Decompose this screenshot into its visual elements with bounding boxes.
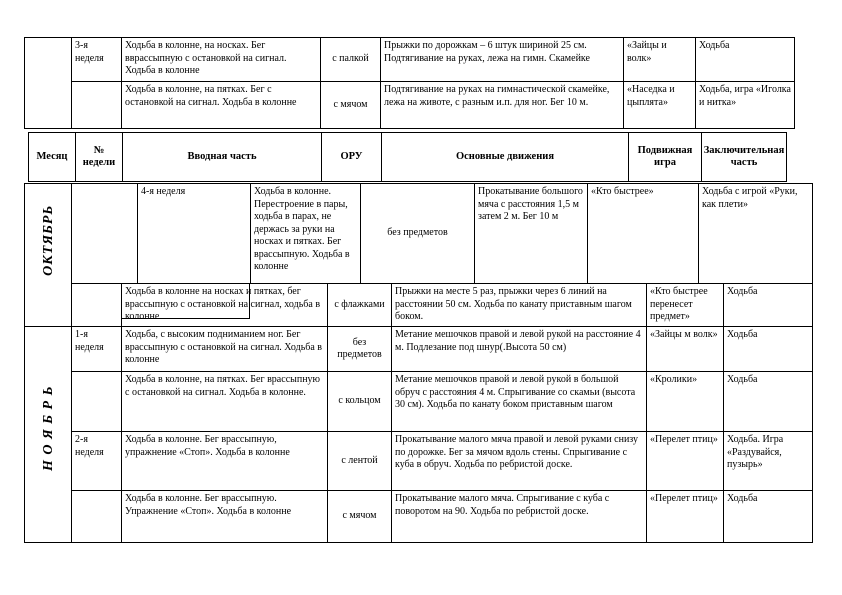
month-label-november: Н О Я Б Р Ь xyxy=(40,385,56,471)
week-cell xyxy=(71,283,122,327)
top-month-cell xyxy=(24,37,72,129)
month-label-october: ОКТЯБРЬ xyxy=(40,204,56,276)
oru-cell: без предметов xyxy=(327,326,392,372)
final-cell: Ходьба xyxy=(723,371,813,432)
game-cell: «Наседка и цыплята» xyxy=(623,81,696,129)
game-cell: «Зайцы м волк» xyxy=(646,326,724,372)
main-cell: Метание мешочков правой и левой рукой в большой обруч с расстояния 4 м. Спрыгивание со скамьи (высота 30 см). Ходьба по канату боком приставным шагом xyxy=(391,371,647,432)
week-cell: 3-я неделя xyxy=(71,37,122,82)
oru-cell: с флажками xyxy=(327,283,392,327)
week-cell: 4-я неделя xyxy=(137,183,251,284)
game-cell: «Зайцы и волк» xyxy=(623,37,696,82)
final-cell: Ходьба. Игра «Раздувайся, пузырь» xyxy=(723,431,813,491)
header-main: Основные движения xyxy=(381,132,629,182)
week-cell: 2-я неделя xyxy=(71,431,122,491)
intro-cell: Ходьба в колонне. Бег врассыпную, упражнение «Стоп». Ходьба в колонне xyxy=(121,431,328,491)
final-cell: Ходьба, игра «Иголка и нитка» xyxy=(695,81,795,129)
intro-cell: Ходьба в колонне на носках и пятках, бег врассыпную с остановкой на сигнал, ходьба в колонне xyxy=(121,283,328,327)
final-cell: Ходьба xyxy=(723,283,813,327)
intro-cell: Ходьба в колонне, на носках. Бег вврассыпную с остановкой на сигнал. Ходьба в колонне xyxy=(121,37,321,82)
final-cell: Ходьба xyxy=(723,326,813,372)
oru-cell: с мячом xyxy=(320,81,381,129)
final-cell: Ходьба xyxy=(695,37,795,82)
intro-cell: Ходьба в колонне. Бег врассыпную. Упражнение «Стоп». Ходьба в колонне xyxy=(121,490,328,543)
oru-cell: с кольцом xyxy=(327,371,392,432)
game-cell: «Кто быстрее перенесет предмет» xyxy=(646,283,724,327)
game-cell: «Перелет птиц» xyxy=(646,490,724,543)
header-game: Подвижная игра xyxy=(628,132,702,182)
overlay-box xyxy=(121,283,250,319)
intro-cell: Ходьба в колонне, на пятках. Бег с остановкой на сигнал. Ходьба в колонне xyxy=(121,81,321,129)
oru-cell: с палкой xyxy=(320,37,381,82)
header-month: Месяц xyxy=(28,132,76,182)
week-cell: 1-я неделя xyxy=(71,326,122,372)
oru-cell: без предметов xyxy=(360,183,475,284)
intro-cell: Ходьба в колонне, на пятках. Бег врассыпную с остановкой на сигнал. Ходьба в колонне. xyxy=(121,371,328,432)
final-cell: Ходьба xyxy=(723,490,813,543)
week-cell xyxy=(71,490,122,543)
week-cell xyxy=(71,371,122,432)
main-cell: Прыжки по дорожкам – 6 штук шириной 25 см. Подтягивание на руках, лежа на гимн. Скамейке xyxy=(380,37,624,82)
oru-cell: с лентой xyxy=(327,431,392,491)
week-cell xyxy=(71,81,122,129)
oru-cell: с мячом xyxy=(327,490,392,543)
final-cell: Ходьба с игрой «Руки, как плети» xyxy=(698,183,813,284)
game-cell: «Кролики» xyxy=(646,371,724,432)
week-cell xyxy=(71,183,138,284)
main-cell: Прыжки на месте 5 раз, прыжки через 6 линий на расстоянии 50 см. Ходьба по канату приставным шагом боком. xyxy=(391,283,647,327)
main-cell: Подтягивание на руках на гимнастической скамейке, лежа на животе, с разным и.п. для ног. Бег 10 м. xyxy=(380,81,624,129)
main-cell: Метание мешочков правой и левой рукой на расстояние 4 м. Подлезание под шнур(.Высота 50 см) xyxy=(391,326,647,372)
intro-cell: Ходьба в колонне. Перестроение в пары, ходьба в парах, не держась за руки на носках и пятках. Бег врассыпную. Ходьба в колонне xyxy=(250,183,361,284)
header-oru: ОРУ xyxy=(321,132,382,182)
intro-cell: Ходьба, с высоким подниманием ног. Бег врассыпную с остановкой на сигнал. Ходьба в колонне xyxy=(121,326,328,372)
main-cell: Прокатывание малого мяча. Спрыгивание с куба с поворотом на 90. Ходьба по ребристой доске. xyxy=(391,490,647,543)
header-week: № недели xyxy=(75,132,123,182)
month-cell-october xyxy=(24,183,72,327)
game-cell: «Кто быстрее» xyxy=(587,183,699,284)
main-cell: Прокатывание большого мяча с расстояния 1,5 м затем 2 м. Бег 10 м xyxy=(474,183,588,284)
month-cell-november xyxy=(24,326,72,543)
header-intro: Вводная часть xyxy=(122,132,322,182)
main-cell: Прокатывание малого мяча правой и левой руками снизу по дорожке. Бег за мячом вдоль стены. Спрыгивание с куба в обруч. Ходьба по ребристой доске. xyxy=(391,431,647,491)
game-cell: «Перелет птиц» xyxy=(646,431,724,491)
header-final: Заключительная часть xyxy=(701,132,787,182)
